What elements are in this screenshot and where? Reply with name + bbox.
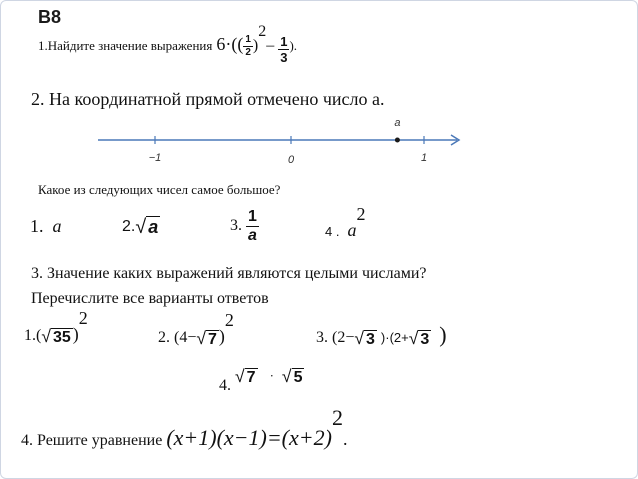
number-line bbox=[95, 112, 467, 172]
expr-3-middle: )·(2+ bbox=[380, 330, 409, 345]
expr-4-prefix: 4. bbox=[219, 377, 231, 395]
radical-sign: √ bbox=[235, 366, 245, 386]
radicand: 3 bbox=[420, 330, 430, 348]
expr-1-prefix: 1.( bbox=[24, 327, 42, 345]
task1-exponent: 2 bbox=[258, 22, 267, 40]
radical-sign: √ bbox=[41, 326, 51, 347]
expr-2-close: ) bbox=[218, 326, 225, 347]
radical-sign: √ bbox=[281, 366, 292, 386]
option-3 bbox=[230, 209, 259, 244]
fraction-denominator: a bbox=[248, 227, 257, 244]
expr-2-exponent: 2 bbox=[224, 310, 234, 330]
task1-text: 1.Найдите значение выражения bbox=[38, 38, 213, 54]
radicand: 5 bbox=[293, 369, 303, 386]
fraction-denominator: 2 bbox=[245, 47, 251, 58]
tick-label-zero: 0 bbox=[287, 154, 295, 166]
option-4-number: 4 . bbox=[325, 224, 340, 240]
option-3-number: 3. bbox=[230, 217, 242, 235]
sqrt-35 bbox=[41, 326, 72, 347]
task1-fraction-half bbox=[243, 35, 253, 58]
expr-3-close: ) bbox=[439, 322, 447, 347]
sqrt-5 bbox=[282, 366, 305, 387]
task4-period: . bbox=[342, 428, 348, 449]
task1-close: ). bbox=[289, 38, 298, 54]
task1-close-paren: ) bbox=[252, 37, 259, 55]
radical-sign: √ bbox=[196, 328, 207, 349]
expr-1-exponent: 2 bbox=[78, 308, 88, 328]
option-2 bbox=[122, 216, 160, 239]
tick-label-one: 1 bbox=[420, 152, 428, 164]
option-1-number: 1. bbox=[30, 216, 44, 236]
fraction-one-over-a bbox=[246, 209, 259, 244]
radicand: 7 bbox=[208, 331, 217, 349]
option-4 bbox=[325, 204, 366, 241]
point-a-label: a bbox=[394, 117, 401, 129]
fraction-numerator: 1 bbox=[248, 208, 257, 225]
tick-label-minus-one: −1 bbox=[148, 152, 162, 164]
expr-3 bbox=[316, 322, 447, 349]
sqrt-7 bbox=[196, 328, 219, 349]
point-a-marker bbox=[395, 138, 400, 143]
task3-line1: 3. Значение каких выражений являются целыми числами? bbox=[31, 265, 427, 282]
sqrt-a bbox=[135, 216, 160, 239]
task1-fraction-third bbox=[278, 35, 289, 64]
sqrt-3-first bbox=[354, 328, 377, 349]
fraction-denominator: 3 bbox=[280, 50, 288, 65]
fraction-numerator: 1 bbox=[245, 34, 251, 45]
radical-sign: √ bbox=[135, 216, 147, 238]
option-1-value: a bbox=[52, 216, 62, 236]
radical-sign: √ bbox=[354, 327, 365, 348]
expr-1 bbox=[24, 308, 88, 347]
task2-question: Какое из следующих чисел самое большое? bbox=[38, 182, 281, 197]
option-4-exponent: 2 bbox=[356, 204, 366, 224]
expr-3-prefix: 3. (2− bbox=[316, 329, 355, 346]
task4-equation: (x+1)(x−1)=(x+2) bbox=[166, 424, 332, 450]
task1-minus: – bbox=[266, 37, 275, 55]
expr-1-close: ) bbox=[72, 324, 79, 345]
task4-text: 4. Решите уравнение bbox=[21, 431, 163, 449]
slide-heading: В8 bbox=[38, 7, 62, 27]
radicand: 7 bbox=[246, 369, 256, 386]
task1-line bbox=[38, 22, 298, 65]
task3-line2: Перечислите все варианты ответов bbox=[31, 290, 269, 307]
option-4-base: a bbox=[347, 220, 357, 241]
expr-2 bbox=[158, 310, 234, 349]
expr-4-dot: · bbox=[269, 368, 274, 384]
radicand: 35 bbox=[52, 329, 71, 347]
task4-exponent: 2 bbox=[331, 405, 343, 430]
fraction-numerator: 1 bbox=[280, 34, 288, 49]
task4-line bbox=[21, 405, 348, 451]
sqrt-3-second bbox=[409, 328, 432, 349]
radical-sign: √ bbox=[408, 327, 419, 348]
radicand: 3 bbox=[366, 330, 375, 348]
option-2-number: 2. bbox=[122, 218, 136, 236]
sqrt-7-product bbox=[235, 366, 258, 387]
expr-2-prefix: 2. (4− bbox=[158, 329, 197, 347]
task1-coef: 6·(( bbox=[216, 34, 244, 55]
expr-4 bbox=[219, 366, 304, 395]
task2-text: 2. На координатной прямой отмечено число а. bbox=[31, 89, 385, 109]
radicand: a bbox=[148, 217, 159, 237]
option-1 bbox=[30, 216, 62, 237]
